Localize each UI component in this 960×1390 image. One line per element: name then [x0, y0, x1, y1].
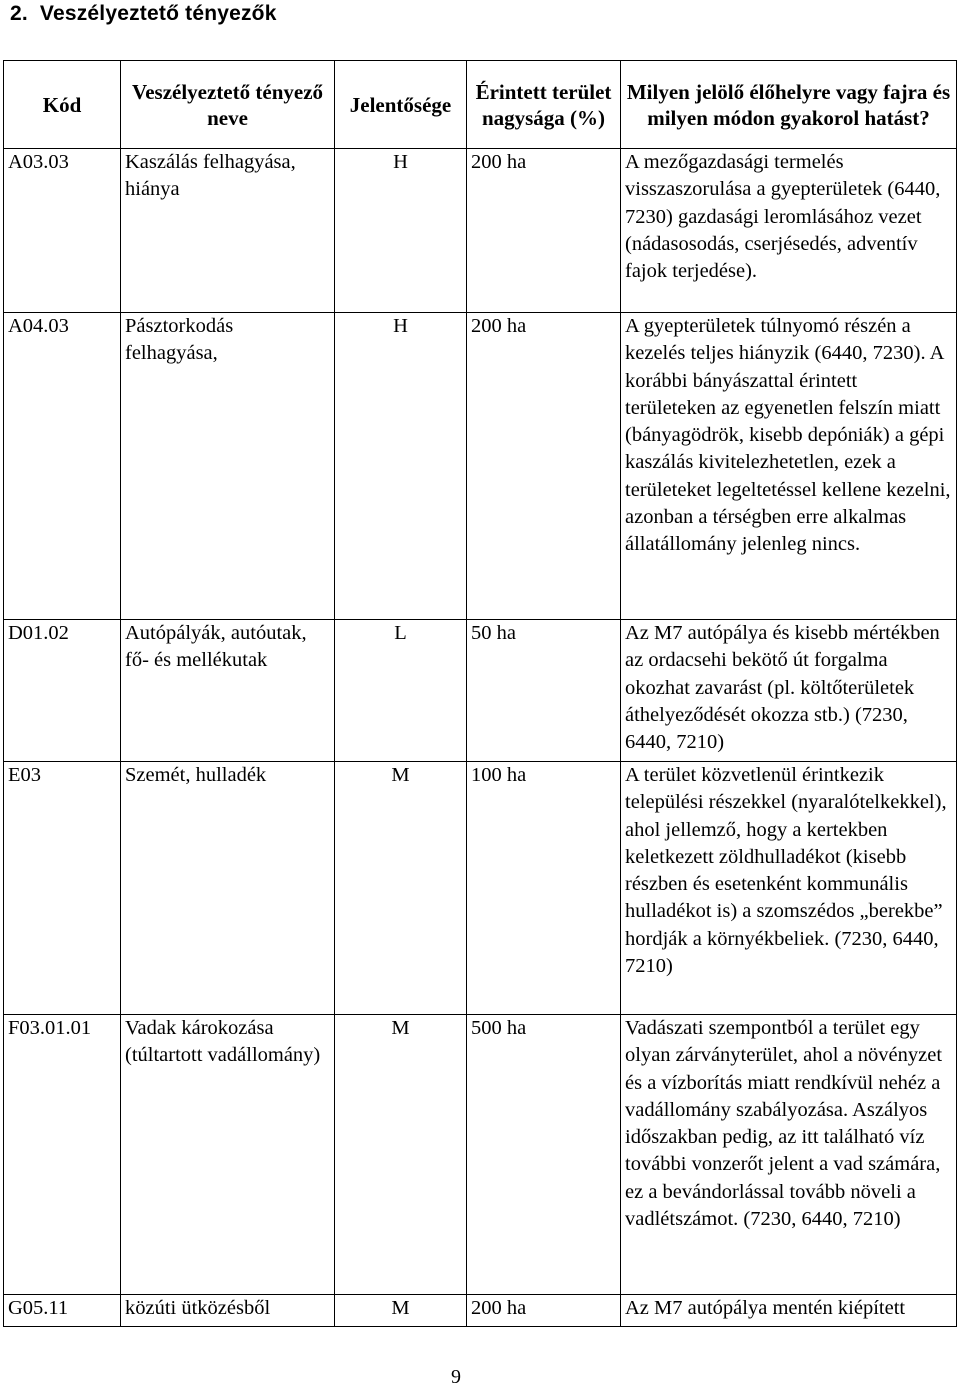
header-name: Veszélyeztető tényező neve — [121, 61, 335, 149]
row-description: Vadászati szempontból a terület egy olyan zárványterület, ahol a növényzet és a vízborítás miatt rendkívül nehéz a vadállomány szabályozása. Aszályos időszakban pedig, az itt található víz további vonzerőt jelent a vad számára, ez a bevándorlással tovább növeli a vadlétszámot. (7230, 6440, 7210) — [621, 1015, 957, 1295]
row-area: 200 ha — [467, 149, 621, 313]
row-description: A terület közvetlenül érintkezik települési részekkel (nyaralótelkekkel), ahol jellemző, hogy a kertekben keletkezett zöldhulladékot (kisebb részben és esetenként kommunális hulladékot is) a szomszédos „berekbe” hordják a környékbeliek. (7230, 6440, 7210) — [621, 762, 957, 1015]
row-description: A mezőgazdasági termelés visszaszorulása a gyepterületek (6440, 7230) gazdasági leromlásához vezet (nádasosodás, cserjésedés, adventív fajok terjedése). — [621, 149, 957, 313]
row-name: Pásztorkodás felhagyása, — [121, 313, 335, 620]
row-name: Vadak károkozása (túltartott vadállomány) — [121, 1015, 335, 1295]
header-importance: Jelentősége — [335, 61, 467, 149]
row-area: 500 ha — [467, 1015, 621, 1295]
row-description: A gyepterületek túlnyomó részén a kezelés teljes hiányzik (6440, 7230). A korábbi bányászattal érintett területeken az egyenetlen felszín miatt (bányagödrök, kisebb depóniák) a gépi kaszálás kivitelezhetetlen, ezek a területeket legeltetéssel kellene kezelni, azonban a térségben erre alkalmas állatállomány jelenleg nincs. — [621, 313, 957, 620]
section-title: Veszélyeztető tényezők — [39, 2, 277, 25]
row-importance: M — [335, 1295, 467, 1327]
row-importance: L — [335, 620, 467, 762]
row-name: Autópályák, autóutak, fő- és mellékutak — [121, 620, 335, 762]
row-area: 200 ha — [467, 313, 621, 620]
header-description: Milyen jelölő élőhelyre vagy fajra és milyen módon gyakorol hatást? — [621, 61, 957, 149]
row-code: F03.01.01 — [4, 1015, 121, 1295]
table-row — [4, 762, 957, 1015]
row-area: 100 ha — [467, 762, 621, 1015]
row-importance: H — [335, 313, 467, 620]
row-code: D01.02 — [4, 620, 121, 762]
section-heading — [10, 2, 277, 26]
table-row — [4, 620, 957, 762]
row-name: Szemét, hulladék — [121, 762, 335, 1015]
row-importance: M — [335, 762, 467, 1015]
row-name: közúti ütközésből — [121, 1295, 335, 1327]
row-description: Az M7 autópálya és kisebb mértékben az ordacsehi bekötő út forgalma okozhat zavarást (pl. költőterületek áthelyeződését okozza stb.) (7230, 6440, 7210) — [621, 620, 957, 762]
page-number: 9 — [451, 1366, 461, 1388]
row-area: 50 ha — [467, 620, 621, 762]
table-row — [4, 1015, 957, 1295]
table-row — [4, 313, 957, 620]
table-row — [4, 1295, 957, 1327]
row-area: 200 ha — [467, 1295, 621, 1327]
header-code: Kód — [4, 61, 121, 149]
row-code: A04.03 — [4, 313, 121, 620]
row-code: E03 — [4, 762, 121, 1015]
row-name: Kaszálás felhagyása, hiánya — [121, 149, 335, 313]
table-header-row — [4, 61, 957, 149]
row-importance: H — [335, 149, 467, 313]
row-code: A03.03 — [4, 149, 121, 313]
row-importance: M — [335, 1015, 467, 1295]
table-row — [4, 149, 957, 313]
row-code: G05.11 — [4, 1295, 121, 1327]
header-area: Érintett terület nagysága (%) — [467, 61, 621, 149]
threat-factors-table — [3, 60, 957, 1327]
row-description: Az M7 autópálya mentén kiépített — [621, 1295, 957, 1327]
section-number: 2. — [10, 2, 28, 25]
